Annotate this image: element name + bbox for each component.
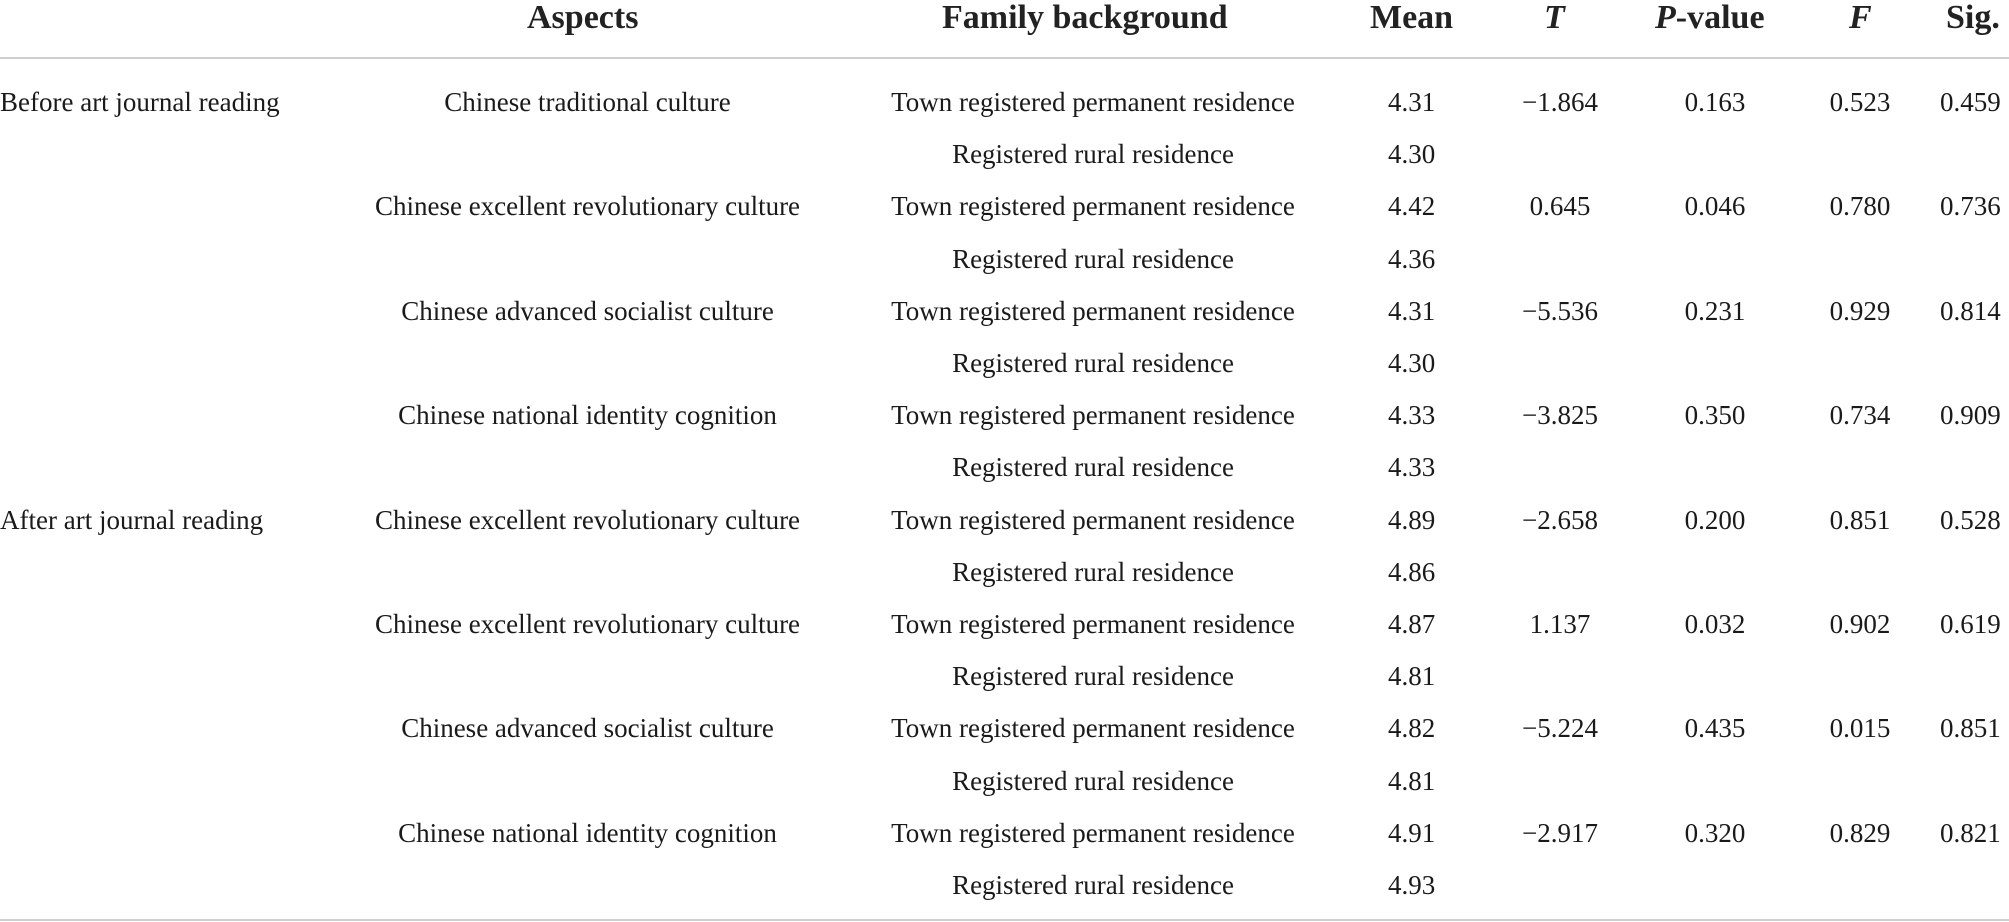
f-value-cell: 0.902 xyxy=(1829,609,1891,639)
aspect-cell: Chinese excellent revolutionary culture xyxy=(374,609,801,639)
mean-town-cell: 4.31 xyxy=(1388,87,1436,117)
header-sig: Sig. xyxy=(1946,0,2000,36)
sig-value-cell: 0.736 xyxy=(1940,191,2001,221)
t-value-cell: −1.864 xyxy=(1522,87,1598,117)
t-value-cell: −2.917 xyxy=(1522,818,1598,848)
t-value-cell: −5.224 xyxy=(1522,713,1598,743)
header-mean: Mean xyxy=(1370,0,1454,36)
sig-value-cell: 0.851 xyxy=(1940,713,2001,743)
aspect-cell: Chinese national identity cognition xyxy=(398,400,777,430)
sig-value-cell: 0.814 xyxy=(1940,296,2001,326)
family-town-cell: Town registered permanent residence xyxy=(891,87,1295,117)
aspect-cell: Chinese excellent revolutionary culture xyxy=(374,191,801,221)
mean-rural-cell: 4.86 xyxy=(1388,557,1436,587)
family-rural-cell: Registered rural residence xyxy=(952,766,1234,796)
header-t xyxy=(1544,0,1565,36)
group-label: Before art journal reading xyxy=(0,87,280,117)
header-rule xyxy=(0,57,2009,59)
sig-value-cell: 0.909 xyxy=(1940,400,2001,430)
f-value-cell: 0.780 xyxy=(1829,191,1891,221)
family-town-cell: Town registered permanent residence xyxy=(891,713,1295,743)
mean-rural-cell: 4.30 xyxy=(1388,139,1436,169)
p-value-cell: 0.046 xyxy=(1684,191,1746,221)
t-value-cell: 1.137 xyxy=(1529,609,1591,639)
family-rural-cell: Registered rural residence xyxy=(952,348,1234,378)
header-p-value xyxy=(1655,0,1765,36)
p-value-cell: 0.200 xyxy=(1684,505,1746,535)
mean-rural-cell: 4.81 xyxy=(1388,766,1436,796)
aspect-cell: Chinese traditional culture xyxy=(444,87,731,117)
t-value-cell: −2.658 xyxy=(1522,505,1598,535)
mean-town-cell: 4.42 xyxy=(1388,191,1436,221)
group-label: After art journal reading xyxy=(0,505,264,535)
family-rural-cell: Registered rural residence xyxy=(952,139,1234,169)
header-aspects: Aspects xyxy=(527,0,639,36)
f-value-cell: 0.523 xyxy=(1829,87,1891,117)
f-value-cell: 0.829 xyxy=(1829,818,1891,848)
sig-value-cell: 0.821 xyxy=(1940,818,2001,848)
header-f xyxy=(1849,0,1872,36)
mean-rural-cell: 4.81 xyxy=(1388,661,1436,691)
t-value-cell: −3.825 xyxy=(1522,400,1598,430)
aspect-cell: Chinese excellent revolutionary culture xyxy=(374,505,801,535)
f-value-cell: 0.734 xyxy=(1829,400,1891,430)
sig-value-cell: 0.459 xyxy=(1940,87,2001,117)
mean-town-cell: 4.91 xyxy=(1388,818,1436,848)
t-value-cell: −5.536 xyxy=(1522,296,1598,326)
family-town-cell: Town registered permanent residence xyxy=(891,505,1295,535)
p-value-cell: 0.231 xyxy=(1684,296,1746,326)
family-rural-cell: Registered rural residence xyxy=(952,661,1234,691)
f-value-cell: 0.015 xyxy=(1829,713,1891,743)
mean-rural-cell: 4.93 xyxy=(1388,870,1436,900)
family-town-cell: Town registered permanent residence xyxy=(891,400,1295,430)
sig-value-cell: 0.528 xyxy=(1940,505,2001,535)
family-rural-cell: Registered rural residence xyxy=(952,244,1234,274)
aspect-cell: Chinese advanced socialist culture xyxy=(401,296,774,326)
mean-rural-cell: 4.33 xyxy=(1388,452,1436,482)
f-value-cell: 0.929 xyxy=(1829,296,1891,326)
family-town-cell: Town registered permanent residence xyxy=(891,191,1295,221)
sig-value-cell: 0.619 xyxy=(1940,609,2001,639)
bottom-rule xyxy=(0,919,2009,921)
mean-town-cell: 4.31 xyxy=(1388,296,1436,326)
mean-town-cell: 4.87 xyxy=(1388,609,1436,639)
family-rural-cell: Registered rural residence xyxy=(952,870,1234,900)
mean-rural-cell: 4.36 xyxy=(1388,244,1436,274)
header-family-background: Family background xyxy=(942,0,1228,36)
p-value-cell: 0.350 xyxy=(1684,400,1746,430)
p-value-cell: 0.435 xyxy=(1684,713,1746,743)
header-t-label: T xyxy=(1544,0,1565,36)
aspect-cell: Chinese national identity cognition xyxy=(398,818,777,848)
mean-town-cell: 4.33 xyxy=(1388,400,1436,430)
mean-rural-cell: 4.30 xyxy=(1388,348,1436,378)
mean-town-cell: 4.89 xyxy=(1388,505,1436,535)
family-town-cell: Town registered permanent residence xyxy=(891,609,1295,639)
p-value-cell: 0.032 xyxy=(1684,609,1746,639)
family-rural-cell: Registered rural residence xyxy=(952,557,1234,587)
header-f-label: F xyxy=(1849,0,1872,36)
family-rural-cell: Registered rural residence xyxy=(952,452,1234,482)
t-value-cell: 0.645 xyxy=(1529,191,1591,221)
family-town-cell: Town registered permanent residence xyxy=(891,296,1295,326)
header-p-letter: P xyxy=(1655,0,1676,36)
f-value-cell: 0.851 xyxy=(1829,505,1891,535)
aspect-cell: Chinese advanced socialist culture xyxy=(401,713,774,743)
p-value-cell: 0.320 xyxy=(1684,818,1746,848)
mean-town-cell: 4.82 xyxy=(1388,713,1436,743)
family-town-cell: Town registered permanent residence xyxy=(891,818,1295,848)
header-p-suffix: -value xyxy=(1675,0,1765,36)
p-value-cell: 0.163 xyxy=(1684,87,1746,117)
